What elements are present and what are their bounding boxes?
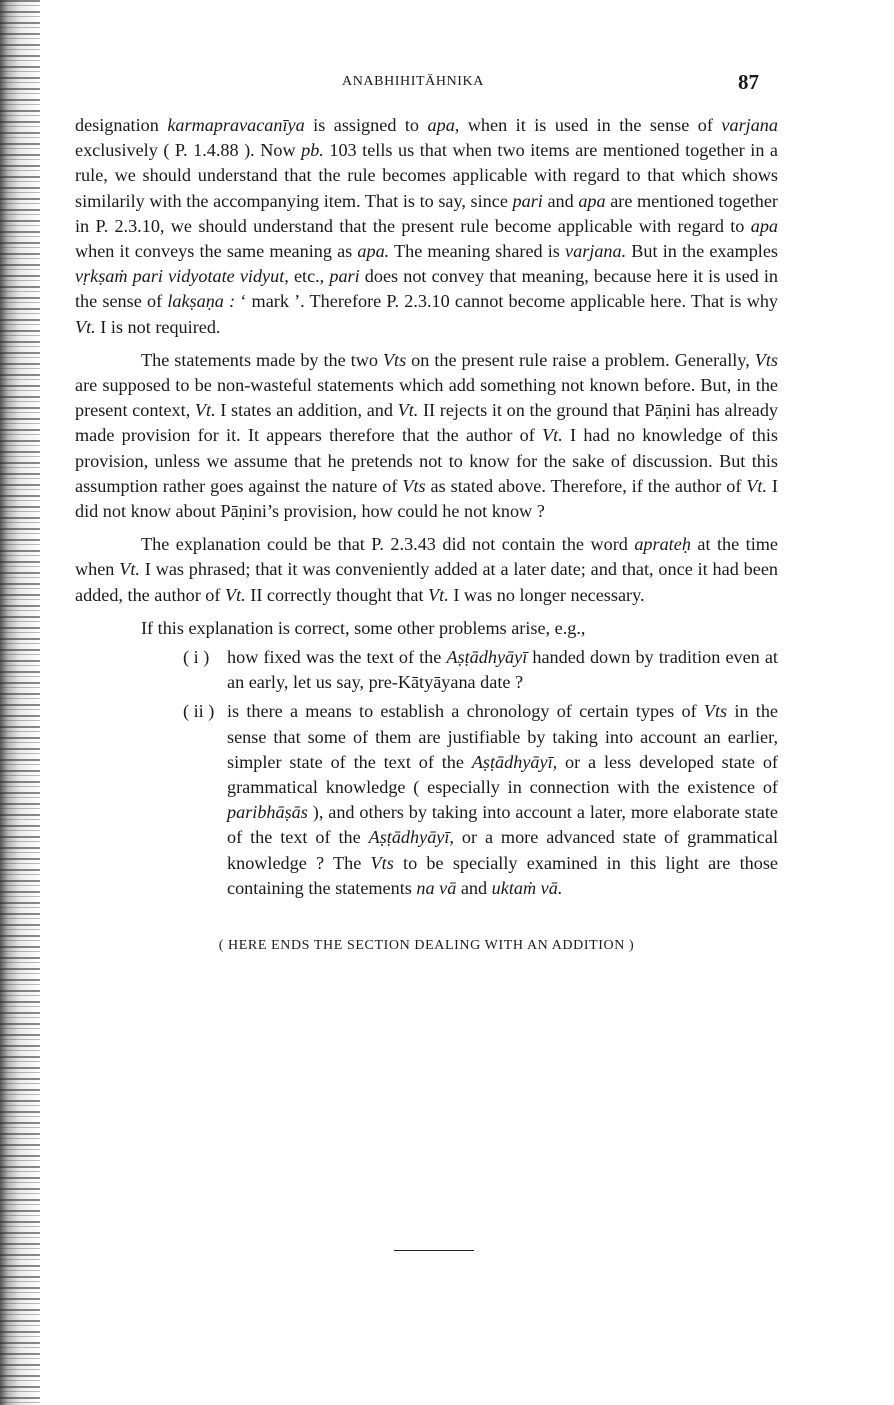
italic-term: lakṣaṇa : xyxy=(167,291,236,312)
page-number: 87 xyxy=(738,70,759,94)
italic-term: Vts xyxy=(703,701,728,722)
running-head: ANABHIHITĀHNIKA xyxy=(342,74,484,89)
italic-term: pb. xyxy=(301,140,324,161)
italic-term: Vt. xyxy=(428,584,449,605)
italic-term: Vts xyxy=(382,349,407,370)
paragraph-2: The statements made by the two Vts on the present rule raise a problem. Generally, Vts are supposed to be non-wasteful statements which add something not known before. But, in the present context, Vt. I states an addition, and Vt. II rejects it on the ground that Pāṇini has already made provision for it. It appears therefore that the author of Vt. I had no knowledge of this provision, unless we assume that he pretends not to know for the sake of discussion. But this assumption rather goes against the nature of Vts as stated above. Therefore, if the author of Vt. I did not know about Pāṇini’s provision, how could he not know ? xyxy=(75,349,779,522)
list-item xyxy=(183,645,778,695)
italic-term: na vā xyxy=(416,877,457,898)
end-rule xyxy=(394,1250,474,1251)
italic-term: varjana xyxy=(721,115,778,135)
italic-term: Vts xyxy=(754,349,778,370)
italic-term: paribhāṣās xyxy=(227,802,308,823)
italic-term: pari xyxy=(329,266,360,287)
italic-term: Aṣṭādhyāyī, xyxy=(368,827,454,848)
italic-term: aprateḥ xyxy=(634,534,691,555)
section-end-note: ( HERE ENDS THE SECTION DEALING WITH AN ADDITION ) xyxy=(218,938,635,954)
list-item-text: is there a means to establish a chronology of certain types of Vts in the sense that some of them are justifiable by taking into account an earlier, simpler state of the text of the Aṣṭādhyāyī, or a less developed state of grammatical knowledge ( especially in connection with the existence of paribhāṣās ), and others by taking into account a later, more elaborate state of the text of the Aṣṭādhyāyī, or a more advanced state of grammatical knowledge ? The Vts to be specially examined in this light are those containing the statements na vā and uktaṁ vā. xyxy=(227,701,778,898)
list-item-text: how fixed was the text of the Aṣṭādhyāyī handed down by tradition even at an early, let us say, pre-Kātyāyana date ? xyxy=(227,647,778,693)
list-item-number: ( ii ) xyxy=(183,701,215,722)
body-text xyxy=(75,113,778,958)
italic-term: Vt. xyxy=(397,400,419,421)
question-list xyxy=(183,645,778,901)
italic-term: Vt. xyxy=(542,425,563,446)
italic-term: apa xyxy=(578,190,606,211)
italic-term: Vt. xyxy=(194,400,216,421)
italic-term: apa xyxy=(750,215,778,236)
italic-term: uktaṁ vā. xyxy=(491,877,563,898)
paragraph-4: If this explanation is correct, some other problems arise, e.g., xyxy=(141,617,586,638)
paragraph-3: The explanation could be that P. 2.3.43 did not contain the word aprateḥ at the time when Vt. I was phrased; that it was conveniently added at a later date; and that, once it had been added, the author of Vt. II correctly thought that Vt. I was no longer necessary. xyxy=(75,534,778,605)
italic-term: pari xyxy=(512,190,543,211)
list-item xyxy=(183,699,778,901)
italic-term: Aṣṭādhyāyī xyxy=(446,647,528,668)
italic-term: apa xyxy=(427,115,455,135)
italic-term: Vt. xyxy=(225,584,246,605)
italic-term: apa. xyxy=(357,241,390,262)
italic-term: Vts xyxy=(402,475,426,496)
italic-term: Aṣṭādhyāyī, xyxy=(471,751,558,772)
italic-term: Vt. xyxy=(746,475,768,496)
paragraph-1: designation karmapravacanīya is assigned to apa, when it is used in the sense of varjana exclusively ( P. 1.4.88 ). Now pb. 103 tells us that when two items are mentioned together in a rule, we should understand that the rule becomes applicable with regard to that which shows similarily with the accompanying item. That is to say, since pari and apa are mentioned together in P. 2.3.10, we should understand that the present rule become applicable with regard to apa when it conveys the same meaning as apa. The meaning shared is varjana. But in the examples vṛkṣaṁ pari vidyotate vidyut, etc., pari does not convey that meaning, because here it is used in the sense of lakṣaṇa : ‘ mark ’. Therefore P. 2.3.10 cannot become applicable here. That is why Vt. I is not required. xyxy=(75,115,779,337)
page-header xyxy=(0,70,894,100)
italic-term: Vts xyxy=(370,852,394,873)
italic-term: Vt. xyxy=(75,316,96,337)
italic-term: Vt. xyxy=(119,559,140,580)
list-item-number: ( i ) xyxy=(183,647,210,668)
italic-term: varjana. xyxy=(565,241,627,262)
scan-shadow-edge xyxy=(0,0,40,1405)
italic-term: vṛkṣaṁ pari vidyotate vidyut, xyxy=(75,266,289,287)
italic-term: karmapravacanīya xyxy=(167,115,305,135)
